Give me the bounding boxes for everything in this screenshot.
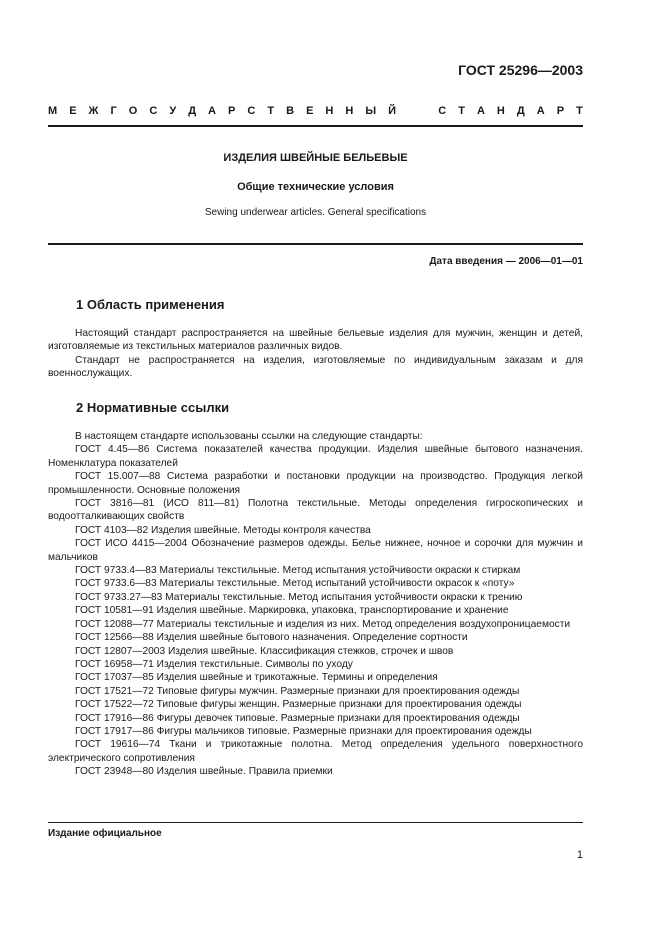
banner-letter: Р: [556, 105, 565, 117]
banner-letter: Ы: [365, 105, 377, 117]
reference-item: ГОСТ 23948—80 Изделия швейные. Правила приемки: [75, 766, 333, 778]
banner-letter: [423, 105, 426, 117]
reference-item: ГОСТ 12566—88 Изделия швейные бытового назначения. Определение сортности: [75, 632, 468, 644]
reference-item: ГОСТ 17037—85 Изделия швейные и трикотажные. Термины и определения: [75, 672, 438, 684]
banner-letter: Г: [110, 105, 117, 117]
banner-letter: О: [128, 105, 138, 117]
banner-letter: Н: [496, 105, 505, 117]
reference-item: ГОСТ 19616—74 Ткани и трикотажные полотна. Метод определения удельного поверхностного электрического сопротивления: [48, 739, 583, 764]
banner-letter: М: [48, 105, 58, 117]
section-2-heading: 2 Нормативные ссылки: [76, 400, 230, 415]
reference-list: [48, 443, 583, 778]
title-rule: [48, 243, 583, 245]
top-rule: [48, 125, 583, 127]
edition-label: Издание официальное: [48, 828, 162, 839]
banner-letter: С: [247, 105, 256, 117]
section-1-heading: 1 Область применения: [76, 297, 225, 312]
reference-item: ГОСТ 9733.4—83 Материалы текстильные. Метод испытания устойчивости окраски к стиркам: [75, 565, 521, 577]
document-code: ГОСТ 25296—2003: [458, 62, 583, 78]
section-2-body: [48, 430, 583, 779]
banner-letter: Р: [228, 105, 236, 117]
banner-letter: С: [149, 105, 158, 117]
reference-item: ГОСТ 17917—86 Фигуры мальчиков типовые. Размерные признаки для проектирования одежды: [75, 725, 532, 737]
document-subtitle: Общие технические условия: [237, 181, 394, 193]
reference-item: ГОСТ 9733.6—83 Материалы текстильные. Метод испытаний устойчивости окрасок к «поту»: [75, 578, 515, 590]
banner-letter: А: [208, 105, 216, 117]
reference-item: ГОСТ 17522—72 Типовые фигуры женщин. Размерные признаки для проектирования одежды: [75, 699, 522, 711]
banner-letter: Н: [325, 105, 334, 117]
reference-item: ГОСТ ИСО 4415—2004 Обозначение размеров одежды. Белье нижнее, ночное и сорочки для мужчин и мальчиков: [48, 538, 583, 563]
banner-letter: Е: [69, 105, 77, 117]
banner-letter: А: [476, 105, 485, 117]
reference-item: ГОСТ 12807—2003 Изделия швейные. Классификация стежков, строчек и швов: [75, 645, 454, 657]
reference-item: ГОСТ 4103—82 Изделия швейные. Методы контроля качества: [75, 524, 371, 536]
banner-letter: Т: [576, 105, 583, 117]
reference-item: ГОСТ 17916—86 Фигуры девочек типовые. Размерные признаки для проектирования одежды: [75, 712, 520, 724]
reference-item: ГОСТ 10581—91 Изделия швейные. Маркировка, упаковка, транспортирование и хранение: [75, 605, 509, 617]
banner-letter: С: [438, 105, 447, 117]
page-number: 1: [576, 849, 583, 861]
banner-letter: Д: [188, 105, 197, 117]
section-2-intro: В настоящем стандарте использованы ссылки на следующие стандарты:: [75, 431, 423, 442]
banner-letter: У: [169, 105, 177, 117]
banner-letter: Й: [388, 105, 397, 117]
reference-item: ГОСТ 12088—77 Материалы текстильные и изделия из них. Метод определения воздухопроницаемости: [75, 618, 571, 630]
section-1-paragraph: Стандарт не распространяется на изделия, изготовляемые по индивидуальным заказам и для военнослужащих.: [48, 354, 583, 380]
banner-letter: В: [286, 105, 295, 117]
banner-letter: Т: [458, 105, 465, 117]
document-title: ИЗДЕЛИЯ ШВЕЙНЫЕ БЕЛЬЕВЫЕ: [223, 152, 408, 164]
banner-letter: А: [536, 105, 545, 117]
section-1-body: [48, 327, 583, 381]
banner-letter: [408, 105, 411, 117]
reference-item: ГОСТ 4.45—86 Система показателей качества продукции. Изделия швейные бытового назначения. Номенклатура показателей: [48, 444, 583, 469]
reference-item: ГОСТ 3816—81 (ИСО 811—81) Полотна текстильные. Методы определения гигроскопических и водоотталкивающих свойств: [48, 498, 583, 523]
reference-item: ГОСТ 16958—71 Изделия текстильные. Символы по уходу: [75, 658, 353, 670]
reference-item: ГОСТ 9733.27—83 Материалы текстильные. Метод испытания устойчивости окраски к трению: [75, 591, 523, 603]
footer-rule: [48, 822, 583, 823]
section-1-paragraph: Настоящий стандарт распространяется на швейные бельевые изделия для мужчин, женщин и детей, изготовляемые из текстильных материалов различных видов.: [48, 328, 583, 353]
banner-letter: Д: [516, 105, 525, 117]
banner-letter: Т: [267, 105, 275, 117]
banner-letter: Ж: [88, 105, 99, 117]
reference-item: ГОСТ 15.007—88 Система разработки и постановки продукции на производство. Продукция легкой промышленности. Основные положения: [48, 471, 583, 496]
introduction-date: Дата введения — 2006—01—01: [429, 256, 583, 267]
english-title: Sewing underwear articles. General specifications: [204, 207, 427, 218]
standard-banner: [48, 105, 583, 117]
banner-letter: Е: [306, 105, 314, 117]
banner-letter: Н: [345, 105, 354, 117]
reference-item: ГОСТ 17521—72 Типовые фигуры мужчин. Размерные признаки для проектирования одежды: [75, 685, 520, 697]
